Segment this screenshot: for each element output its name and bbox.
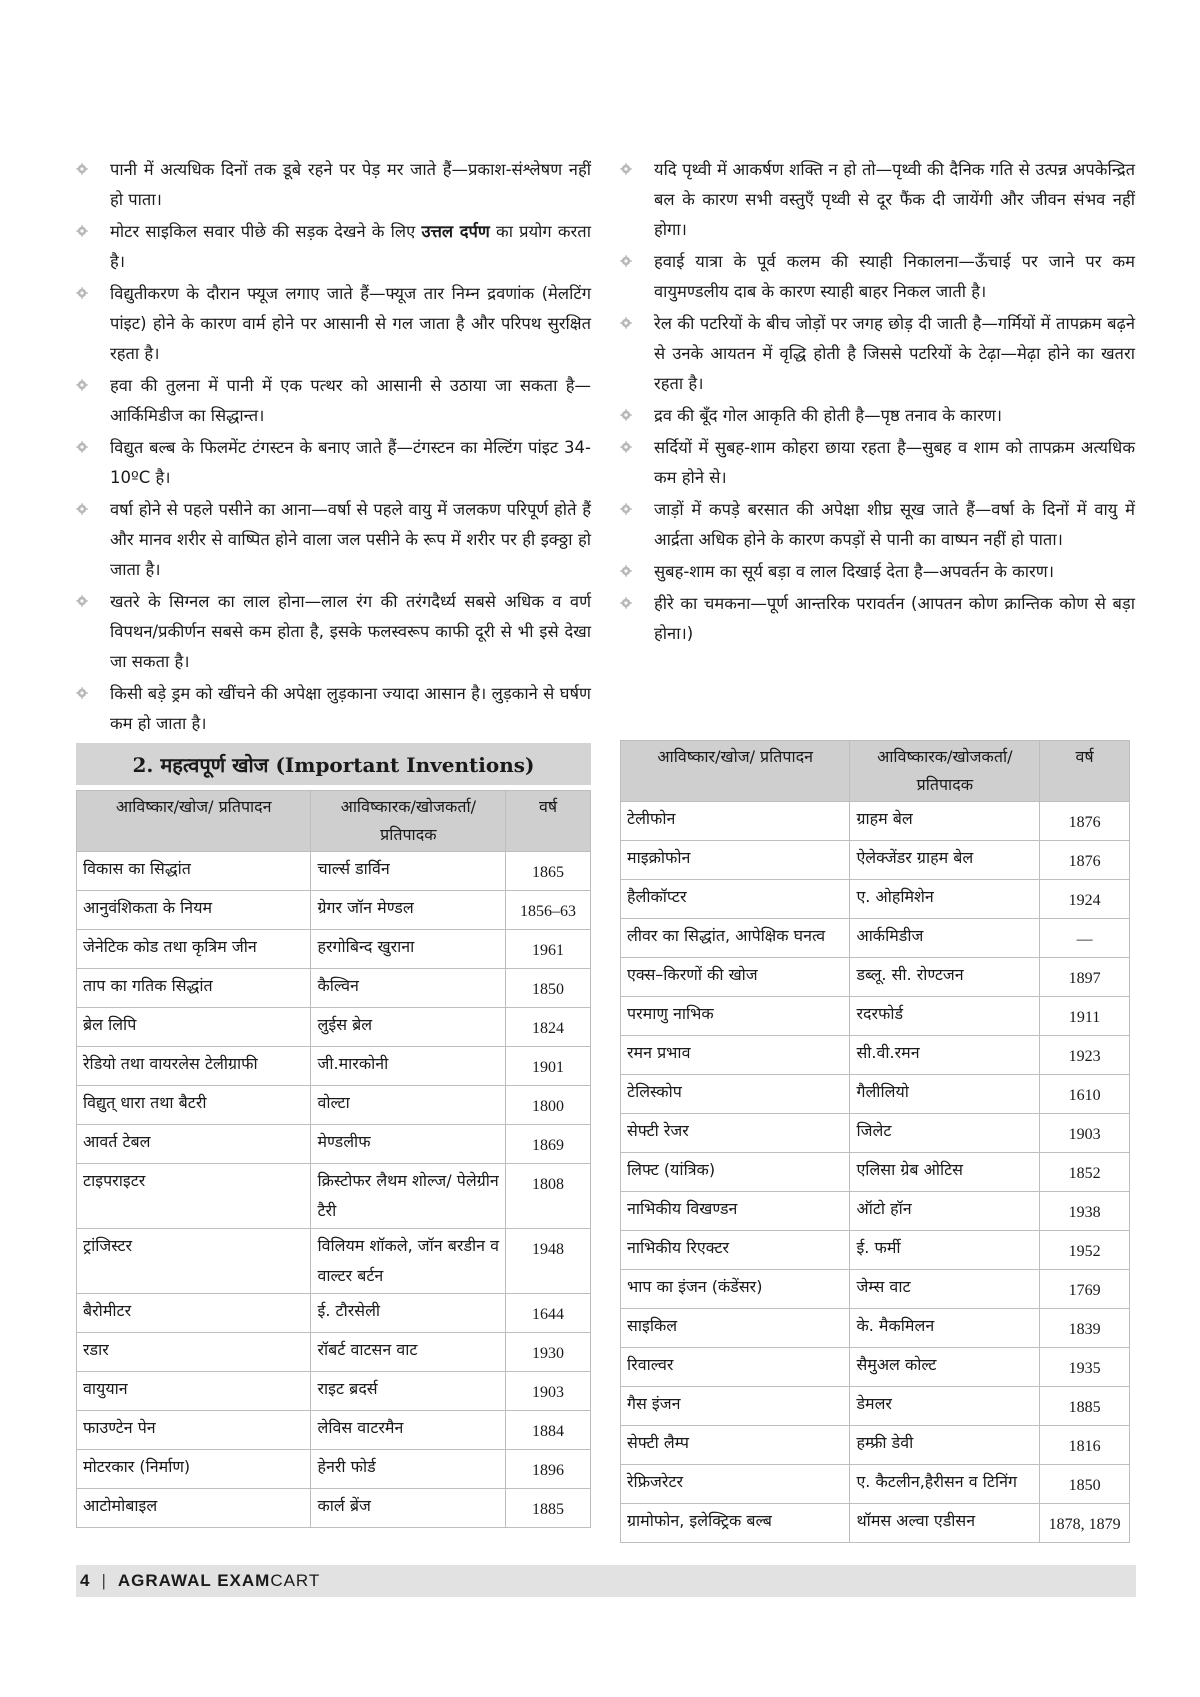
bullet-text: मोटर साइकिल सवार पीछे की सड़क देखने के लिए उत्तल दर्पण का प्रयोग करता है। (110, 222, 591, 271)
gear-bullet-icon (76, 379, 88, 391)
bullet-text: रेल की पटरियों के बीच जोड़ों पर जगह छोड़ दी जाती है—गर्मियों में तापक्रम बढ़ने से उनके आयतन में वृद्धि होती है जिससे पटरियों के टेढ़ा—मेढ़ा होने का खतरा रहता है। (654, 314, 1135, 393)
cell-year: 1769 (1040, 1270, 1130, 1309)
cell-year: 1903 (1040, 1114, 1130, 1153)
cell-invention: टेलिस्कोप (621, 1075, 850, 1114)
cell-invention: विद्युत् धारा तथा बैटरी (77, 1086, 311, 1125)
bullet-item (620, 309, 1135, 399)
cell-inventor: रॉबर्ट वाटसन वाट (311, 1333, 506, 1372)
cell-inventor: एलिसा ग्रेब ओटिस (850, 1153, 1040, 1192)
cell-inventor: थॉमस अल्वा एडीसन (850, 1504, 1040, 1543)
bullet-item (620, 247, 1135, 307)
cell-year: 1948 (506, 1229, 591, 1294)
brand-logo (118, 1571, 320, 1591)
gear-bullet-icon (620, 565, 632, 577)
bullet-item (620, 433, 1135, 493)
cell-invention: ट्रांजिस्टर (77, 1229, 311, 1294)
cell-inventor: डेमलर (850, 1387, 1040, 1426)
cell-invention: आवर्त टेबल (77, 1125, 311, 1164)
cell-inventor: विलियम शॉकले, जॉन बरडीन व वाल्टर बर्टन (311, 1229, 506, 1294)
gear-bullet-icon (76, 163, 88, 175)
cell-inventor: के. मैकमिलन (850, 1309, 1040, 1348)
cell-inventor: ग्राहम बेल (850, 802, 1040, 841)
cell-inventor: ए. ओहमिशेन (850, 880, 1040, 919)
cell-invention: हैलीकॉप्टर (621, 880, 850, 919)
cell-year: 1644 (506, 1294, 591, 1333)
cell-year: 1850 (1040, 1465, 1130, 1504)
cell-year: 1800 (506, 1086, 591, 1125)
cell-invention: लीवर का सिद्धांत, आपेक्षिक घनत्व (621, 919, 850, 958)
cell-year: 1869 (506, 1125, 591, 1164)
bullet-item (620, 589, 1135, 649)
header-invention: आविष्कार/खोज/ प्रतिपादन (77, 791, 311, 852)
table-row (621, 1309, 1130, 1348)
cell-invention: आनुवंशिकता के नियम (77, 891, 311, 930)
cell-invention: साइकिल (621, 1309, 850, 1348)
cell-invention: ताप का गतिक सिद्धांत (77, 969, 311, 1008)
footer-separator: | (101, 1571, 106, 1590)
header-year: वर्ष (506, 791, 591, 852)
table-row (77, 930, 591, 969)
table-row (621, 1387, 1130, 1426)
bullet-text: खतरे के सिग्नल का लाल होना—लाल रंग की तरंगदैर्ध्य सबसे अधिक व वर्ण विपथन/प्रकीर्णन सबसे कम होता है, इसके फलस्वरूप काफी दूरी से भी इसे देखा जा सकता है। (110, 592, 591, 671)
cell-year: 1896 (506, 1450, 591, 1489)
table-row (621, 841, 1130, 880)
right-column (620, 155, 1135, 651)
cell-inventor: लेविस वाटरमैन (311, 1411, 506, 1450)
cell-year: 1850 (506, 969, 591, 1008)
table-row (77, 1229, 591, 1294)
bullet-text: द्रव की बूँद गोल आकृति की होती है—पृष्ठ तनाव के कारण। (654, 406, 1003, 425)
bullet-item (620, 495, 1135, 555)
gear-bullet-icon (76, 687, 88, 699)
cell-invention: विकास का सिद्धांत (77, 852, 311, 891)
cell-year: 1852 (1040, 1153, 1130, 1192)
bullet-text: हवा की तुलना में पानी में एक पत्थर को आसानी से उठाया जा सकता है—आर्किमिडीज का सिद्धान्त। (110, 376, 591, 425)
cell-year: 1935 (1040, 1348, 1130, 1387)
table-row (77, 1125, 591, 1164)
header-inventor: आविष्कारक/खोजकर्ता/ प्रतिपादक (311, 791, 506, 852)
bullet-item (76, 495, 591, 585)
table-row (77, 1372, 591, 1411)
table-row (621, 919, 1130, 958)
cell-invention: नाभिकीय रिएक्टर (621, 1231, 850, 1270)
cell-invention: टेलीफोन (621, 802, 850, 841)
table-row (77, 1294, 591, 1333)
table-row (77, 969, 591, 1008)
cell-inventor: जेम्स वाट (850, 1270, 1040, 1309)
cell-inventor: राइट ब्रदर्स (311, 1372, 506, 1411)
cell-year: 1824 (506, 1008, 591, 1047)
table-row (621, 958, 1130, 997)
bullet-item (76, 679, 591, 739)
header-year: वर्ष (1040, 741, 1130, 802)
bullet-item (76, 371, 591, 431)
cell-inventor: जिलेट (850, 1114, 1040, 1153)
table-row (77, 1333, 591, 1372)
table-row (621, 1153, 1130, 1192)
bullet-text: जाड़ों में कपड़े बरसात की अपेक्षा शीघ्र सूख जाते हैं—वर्षा के दिनों में वायु में आर्द्रता अधिक होने के कारण कपड़ों से पानी का वाष्पन नहीं हो पाता। (654, 500, 1135, 549)
cell-year: 1865 (506, 852, 591, 891)
bullet-text: पानी में अत्यधिक दिनों तक डूबे रहने पर पेड़ मर जाते हैं—प्रकाश-संश्लेषण नहीं हो पाता। (110, 160, 591, 209)
cell-inventor: वोल्टा (311, 1086, 506, 1125)
inventions-table-right (620, 740, 1130, 1543)
cell-invention: एक्स–किरणों की खोज (621, 958, 850, 997)
gear-bullet-icon (620, 317, 632, 329)
cell-invention: माइक्रोफोन (621, 841, 850, 880)
section-title: 2. महत्वपूर्ण खोज (Important Inventions) (76, 743, 591, 785)
bullet-text: सुबह-शाम का सूर्य बड़ा व लाल दिखाई देता है—अपवर्तन के कारण। (654, 562, 1054, 581)
cell-inventor: ऐलेक्जेंडर ग्राहम बेल (850, 841, 1040, 880)
table-row (621, 1504, 1130, 1543)
bullet-text: हवाई यात्रा के पूर्व कलम की स्याही निकालना—ऊँचाई पर जाने पर कम वायुमण्डलीय दाब के कारण स्याही बाहर निकल जाती है। (654, 252, 1135, 301)
bullet-item (76, 155, 591, 215)
cell-inventor: कार्ल ब्रेंज (311, 1489, 506, 1528)
cell-invention: लिफ्ट (यांत्रिक) (621, 1153, 850, 1192)
cell-year: 1961 (506, 930, 591, 969)
gear-bullet-icon (76, 503, 88, 515)
footer-bar (76, 1565, 1136, 1597)
left-column (76, 155, 591, 741)
cell-year: 1923 (1040, 1036, 1130, 1075)
gear-bullet-icon (620, 409, 632, 421)
cell-inventor: हेनरी फोर्ड (311, 1450, 506, 1489)
cell-year: 1610 (1040, 1075, 1130, 1114)
cell-inventor: डब्लू. सी. रोण्टजन (850, 958, 1040, 997)
gear-bullet-icon (620, 441, 632, 453)
cell-invention: भाप का इंजन (कंडेंसर) (621, 1270, 850, 1309)
cell-inventor: जी.मारकोनी (311, 1047, 506, 1086)
table-row (621, 1348, 1130, 1387)
bullet-text: हीरे का चमकना—पूर्ण आन्तरिक परावर्तन (आपतन कोण क्रान्तिक कोण से बड़ा होना।) (654, 594, 1135, 643)
cell-invention: मोटरकार (निर्माण) (77, 1450, 311, 1489)
cell-inventor: सैमुअल कोल्ट (850, 1348, 1040, 1387)
bullet-text: विद्युतीकरण के दौरान फ्यूज लगाए जाते हैं—फ्यूज तार निम्न द्रवणांक (मेलटिंग पांइट) होने के कारण वार्म होने पर आसानी से गल जाता है और परिपथ सुरक्षित रहता है। (110, 284, 591, 363)
cell-inventor: मेण्डलीफ (311, 1125, 506, 1164)
table-row (77, 1164, 591, 1229)
table-row (621, 880, 1130, 919)
table-row (621, 997, 1130, 1036)
bullet-item (76, 279, 591, 369)
cell-year: 1839 (1040, 1309, 1130, 1348)
table-row (621, 802, 1130, 841)
cell-inventor: आर्कमिडीज (850, 919, 1040, 958)
table-row (621, 1192, 1130, 1231)
header-invention: आविष्कार/खोज/ प्रतिपादन (621, 741, 850, 802)
cell-invention: फाउण्टेन पेन (77, 1411, 311, 1450)
cell-invention: टाइपराइटर (77, 1164, 311, 1229)
cell-invention: रडार (77, 1333, 311, 1372)
table-row (77, 1489, 591, 1528)
cell-year: 1885 (1040, 1387, 1130, 1426)
cell-inventor: हम्फ्री डेवी (850, 1426, 1040, 1465)
bullet-text: यदि पृथ्वी में आकर्षण शक्ति न हो तो—पृथ्वी की दैनिक गति से उत्पन्न अपकेन्द्रित बल के कारण सभी वस्तुएँ पृथ्वी से दूर फैंक दी जायेंगी और जीवन संभव नहीं होगा। (654, 160, 1135, 239)
cell-invention: रमन प्रभाव (621, 1036, 850, 1075)
gear-bullet-icon (76, 225, 88, 237)
table-row (621, 1270, 1130, 1309)
cell-year: 1930 (506, 1333, 591, 1372)
bullet-item (76, 433, 591, 493)
cell-year: 1885 (506, 1489, 591, 1528)
cell-invention: रिवाल्वर (621, 1348, 850, 1387)
cell-year: 1924 (1040, 880, 1130, 919)
cell-inventor: हरगोबिन्द खुराना (311, 930, 506, 969)
bullet-item (620, 557, 1135, 587)
cell-inventor: ए. कैटलीन,हैरीसन व टिनिंग (850, 1465, 1040, 1504)
table-row (621, 1114, 1130, 1153)
cell-inventor: ग्रेगर जॉन मेण्डल (311, 891, 506, 930)
bullet-item (76, 217, 591, 277)
cell-invention: ग्रामोफोन, इलेक्ट्रिक बल्ब (621, 1504, 850, 1543)
cell-year: –– (1040, 919, 1130, 958)
table-row (621, 1426, 1130, 1465)
cell-year: 1808 (506, 1164, 591, 1229)
left-bullet-list (76, 155, 591, 739)
gear-bullet-icon (76, 595, 88, 607)
brand-light: CART (270, 1571, 321, 1590)
cell-inventor: ई. टौरसेली (311, 1294, 506, 1333)
cell-invention: सेफ्टी रेजर (621, 1114, 850, 1153)
cell-invention: नाभिकीय विखण्डन (621, 1192, 850, 1231)
table-header-row (621, 741, 1130, 802)
cell-invention: ब्रेल लिपि (77, 1008, 311, 1047)
page-number: 4 (80, 1571, 90, 1590)
cell-year: 1876 (1040, 841, 1130, 880)
table-row (77, 1047, 591, 1086)
cell-invention: परमाणु नाभिक (621, 997, 850, 1036)
bullet-item (76, 587, 591, 677)
table-header-row (77, 791, 591, 852)
cell-year: 1938 (1040, 1192, 1130, 1231)
cell-inventor: ऑटो हॉन (850, 1192, 1040, 1231)
cell-invention: जेनेटिक कोड तथा कृत्रिम जीन (77, 930, 311, 969)
cell-inventor: सी.वी.रमन (850, 1036, 1040, 1075)
right-bullet-list (620, 155, 1135, 649)
gear-bullet-icon (620, 255, 632, 267)
bullet-item (620, 401, 1135, 431)
cell-invention: रेडियो तथा वायरलेस टेलीग्राफी (77, 1047, 311, 1086)
bullet-text: सर्दियों में सुबह-शाम कोहरा छाया रहता है—सुबह व शाम को तापक्रम अत्यधिक कम होने से। (654, 438, 1135, 487)
cell-invention: सेफ्टी लैम्प (621, 1426, 850, 1465)
gear-bullet-icon (620, 503, 632, 515)
cell-inventor: चार्ल्स डार्विन (311, 852, 506, 891)
cell-invention: गैस इंजन (621, 1387, 850, 1426)
cell-year: 1856–63 (506, 891, 591, 930)
cell-year: 1901 (506, 1047, 591, 1086)
table-row (77, 1008, 591, 1047)
table-row (621, 1036, 1130, 1075)
table-row (77, 852, 591, 891)
table-row (77, 1450, 591, 1489)
cell-year: 1952 (1040, 1231, 1130, 1270)
bullet-text: विद्युत बल्ब के फिलमेंट टंगस्टन के बनाए जाते हैं—टंगस्टन का मेल्टिंग पांइट 34-10ºC है। (110, 438, 591, 487)
bullet-item (620, 155, 1135, 245)
cell-inventor: कैल्विन (311, 969, 506, 1008)
cell-year: 1897 (1040, 958, 1130, 997)
table-row (77, 1411, 591, 1450)
brand-bold: AGRAWAL EXAM (117, 1571, 271, 1590)
gear-bullet-icon (620, 163, 632, 175)
cell-invention: बैरोमीटर (77, 1294, 311, 1333)
cell-year: 1884 (506, 1411, 591, 1450)
cell-invention: रेफ्रिजरेटर (621, 1465, 850, 1504)
cell-year: 1903 (506, 1372, 591, 1411)
gear-bullet-icon (76, 287, 88, 299)
cell-invention: आटोमोबाइल (77, 1489, 311, 1528)
cell-inventor: ई. फर्मी (850, 1231, 1040, 1270)
cell-invention: वायुयान (77, 1372, 311, 1411)
gear-bullet-icon (76, 441, 88, 453)
bullet-text: किसी बड़े ड्रम को खींचने की अपेक्षा लुड़काना ज्यादा आसान है। लुड़काने से घर्षण कम हो जाता है। (110, 684, 591, 733)
cell-year: 1876 (1040, 802, 1130, 841)
cell-inventor: गैलीलियो (850, 1075, 1040, 1114)
cell-year: 1878, 1879 (1040, 1504, 1130, 1543)
table-row (621, 1465, 1130, 1504)
cell-year: 1816 (1040, 1426, 1130, 1465)
cell-year: 1911 (1040, 997, 1130, 1036)
cell-inventor: क्रिस्टोफर लैथम शोल्ज/ पेलेग्रीन टैरी (311, 1164, 506, 1229)
bullet-text: वर्षा होने से पहले पसीने का आना—वर्षा से पहले वायु में जलकण परिपूर्ण होते हैं और मानव शरीर से वाष्पित होने वाला जल पसीने के रूप में शरीर पर ही इक्ठ्ठा हो जाता है। (110, 500, 591, 579)
cell-inventor: लुईस ब्रेल (311, 1008, 506, 1047)
table-row (621, 1231, 1130, 1270)
table-row (621, 1075, 1130, 1114)
table-row (77, 1086, 591, 1125)
cell-inventor: रदरफोर्ड (850, 997, 1040, 1036)
header-inventor: आविष्कारक/खोजकर्ता/ प्रतिपादक (850, 741, 1040, 802)
table-row (77, 891, 591, 930)
gear-bullet-icon (620, 597, 632, 609)
inventions-table-left (76, 790, 591, 1528)
